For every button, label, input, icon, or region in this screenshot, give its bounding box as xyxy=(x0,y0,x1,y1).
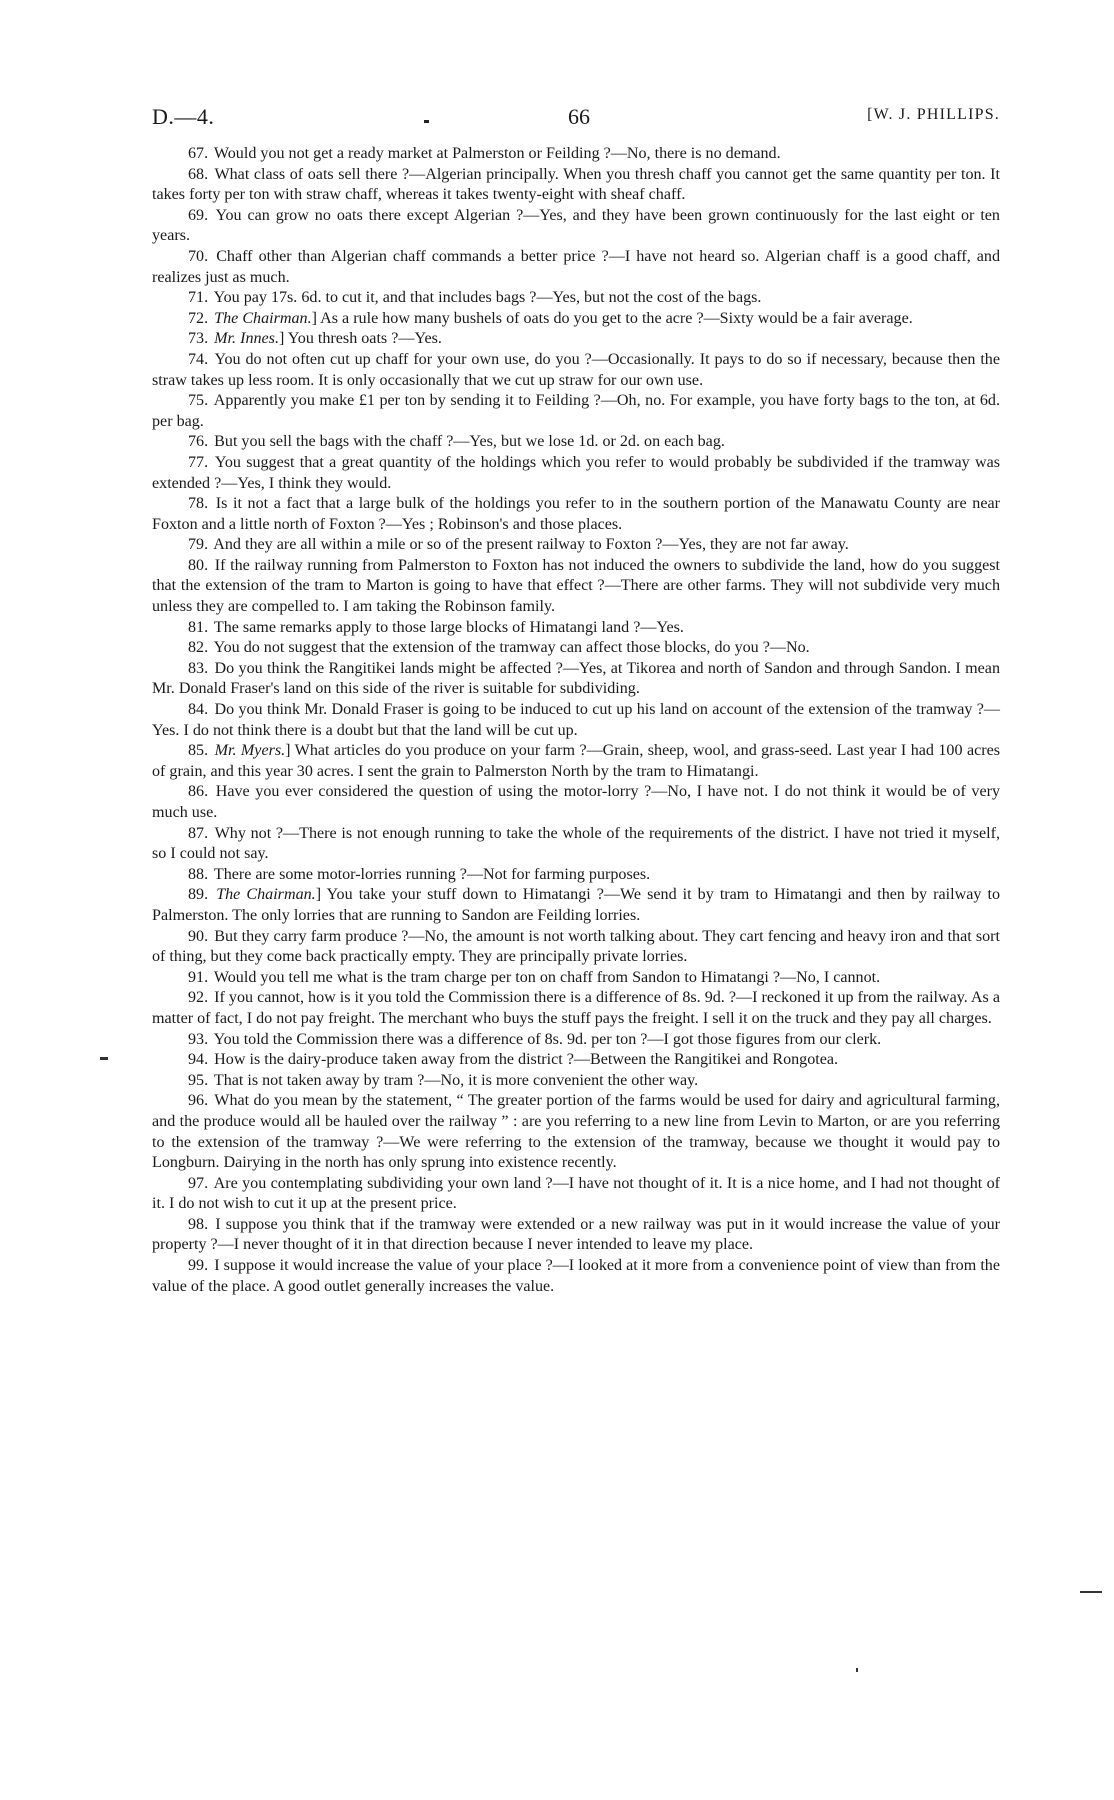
testimony-paragraph xyxy=(152,782,1000,823)
document-body xyxy=(152,144,1000,1297)
scan-mark xyxy=(1080,1591,1102,1593)
paragraph-text: But they carry farm produce ?—No, the amount is not worth talking about. They cart fencing and heavy iron and that sort of thing, but they come back practically empty. They are principally private lorries. xyxy=(152,927,1001,966)
paragraph-text: You take your stuff down to Himatangi ?—We send it by tram to Himatangi and then by railway to Palmerston. The only lorries that are running to Sandon are Feilding lorries. xyxy=(152,886,1000,924)
paragraph-text: If you cannot, how is it you told the Commission there is a difference of 8s. 9d. ?—I reckoned it up from the railway. As a matter of fact, I do not pay freight. The merchant who buys the stuff pays the freight. I sell it on the truck and they pay all charges. xyxy=(152,989,1000,1027)
question-number: 67. xyxy=(188,145,209,162)
testimony-paragraph xyxy=(152,494,1000,535)
question-number: 94. xyxy=(188,1051,209,1069)
paragraph-text: You told the Commission there was a difference of 8s. 9d. per ton ?—I got those figures from our clerk. xyxy=(213,1030,882,1048)
testimony-paragraph xyxy=(152,288,1000,309)
question-number: 85. xyxy=(188,742,209,760)
testimony-paragraph: 73. Mr. Innes.] You thresh oats ?—Yes. xyxy=(188,330,442,348)
question-number: 72. xyxy=(188,309,209,327)
paragraph-text: How is the dairy-produce taken away from the district ?—Between the Rangitikei and Rongotea. xyxy=(214,1051,839,1069)
testimony-paragraph xyxy=(152,144,1000,165)
page-number: 66 xyxy=(568,104,590,129)
paragraph-text: Why not ?—There is not enough running to take the whole of the requirements of the district. I have not tried it myself, so I could not say. xyxy=(152,824,1000,863)
testimony-paragraph xyxy=(152,1174,1000,1215)
paragraph-text: Do you think Mr. Donald Fraser is going to be induced to cut up his land on account of the extension of the tramway ?—Yes. I do not think there is a doubt but that the land will be cut up. xyxy=(152,701,1000,739)
question-number: 69. xyxy=(188,206,209,224)
testimony-paragraph xyxy=(152,206,1000,247)
print-mark xyxy=(424,120,429,123)
question-number: 99. xyxy=(188,1257,209,1275)
speaker-name: Mr. Myers. xyxy=(214,742,286,760)
testimony-paragraph xyxy=(152,659,1000,700)
paragraph-text: The same remarks apply to those large blocks of Himatangi land ?—Yes. xyxy=(213,618,684,636)
testimony-paragraph xyxy=(152,1215,1000,1256)
question-number: 75. xyxy=(188,392,209,410)
testimony-paragraph xyxy=(152,391,1000,432)
testimony-paragraph xyxy=(152,556,1000,618)
testimony-paragraph xyxy=(152,700,1000,741)
question-number: 84. xyxy=(188,701,209,719)
testimony-paragraph xyxy=(152,927,1000,968)
question-number: 89. xyxy=(188,886,209,904)
scan-mark xyxy=(856,1668,858,1672)
paragraph-text: There are some motor-lorries running ?—Not for farming purposes. xyxy=(213,865,651,883)
paragraph-text: If the railway running from Palmerston to Foxton has not induced the owners to subdivide the land, how do you suggest that the extension of the tram to Marton is going to have that effect ?—There are other farms. They will not subdivide very much unless they are compelled to. I am taking the Robinson family. xyxy=(152,556,1000,616)
paragraph-text: And they are all within a mile or so of the present railway to Foxton ?—Yes, they are not far away. xyxy=(213,536,849,554)
question-number: 88. xyxy=(188,865,209,883)
testimony-paragraph: 89. The Chairman.] You take your stuff down to Himatangi ?—We send it by tram to Himatangi and then by railway to Palmerston. The only lorries that are running to Sandon are Feilding lorries. xyxy=(152,886,1000,924)
paragraph-text: That is not taken away by tram ?—No, it is more convenient the other way. xyxy=(213,1071,699,1089)
testimony-paragraph xyxy=(152,824,1000,865)
speaker-name: The Chairman. xyxy=(214,309,312,327)
testimony-paragraph xyxy=(152,1091,1000,1173)
question-number: 86. xyxy=(188,783,209,801)
question-number: 73. xyxy=(188,330,209,348)
testimony-paragraph xyxy=(152,247,1000,288)
paragraph-text: What do you mean by the statement, “ The greater portion of the farms would be used for dairy and agricultural farming, and the produce would all be hauled over the railway ” : are you referring to a new line from Levin to Marton, or are you referring to the extension of the tramway ?—We were referring to the extension of the tramway, because we thought it would pay to Longburn. Dairying in the north has only sprung into existence recently. xyxy=(152,1092,1001,1172)
document-reference: D.—4. xyxy=(152,104,215,129)
question-number: 81. xyxy=(188,618,209,636)
question-number: 98. xyxy=(188,1215,209,1233)
testimony-paragraph: 85. Mr. Myers.] What articles do you produce on your farm ?—Grain, sheep, wool, and grass-seed. Last year I had 100 acres of grain, and this year 30 acres. I sent the grain to Palmerston North by the tram to Himatangi. xyxy=(152,742,1000,780)
paragraph-text: I suppose you think that if the tramway were extended or a new railway was put in it would increase the value of your property ?—I never thought of it in that direction because I never intended to leave my place. xyxy=(152,1215,1000,1254)
paragraph-text: What class of oats sell there ?—Algerian principally. When you thresh chaff you cannot get the same quantity per ton. It takes forty per ton with straw chaff, whereas it takes twenty-eight with sheaf chaff. xyxy=(152,165,1001,204)
testimony-paragraph: 72. The Chairman.] As a rule how many bushels of oats do you get to the acre ?—Sixty would be a fair average. xyxy=(188,309,913,327)
paragraph-text: You do not often cut up chaff for your own use, do you ?—Occasionally. It pays to do so if necessary, because then the straw takes up less room. It is only occasionally that we cut up straw for our own use. xyxy=(152,350,1001,389)
testimony-paragraph xyxy=(152,1071,1000,1092)
paragraph-text: You thresh oats ?—Yes. xyxy=(287,330,442,348)
paragraph-text: Are you contemplating subdividing your own land ?—I have not thought of it. It is a nice home, and I had not thought of it. I do not wish to cut it up at the present price. xyxy=(152,1174,1000,1213)
paragraph-text: As a rule how many bushels of oats do you get to the acre ?—Sixty would be a fair average. xyxy=(320,309,913,327)
paragraph-text: But you sell the bags with the chaff ?—Yes, but we lose 1d. or 2d. on each bag. xyxy=(214,433,725,451)
paragraph-text: You pay 17s. 6d. to cut it, and that includes bags ?—Yes, but not the cost of the bags. xyxy=(213,289,762,307)
paragraph-text: Is it not a fact that a large bulk of the holdings you refer to in the southern portion of the Manawatu County are near Foxton and a little north of Foxton ?—Yes ; Robinson's and those places. xyxy=(152,495,1000,533)
paragraph-text: I suppose it would increase the value of your place ?—I looked at it more from a convenience point of view than from the value of the place. A good outlet generally increases the value. xyxy=(152,1257,1000,1295)
speaker-name: Mr. Innes. xyxy=(214,330,279,348)
testimony-paragraph xyxy=(152,968,1000,989)
paragraph-text: You can grow no oats there except Algerian ?—Yes, and they have been grown continuously for the last eight or ten years. xyxy=(152,206,1000,245)
question-number: 74. xyxy=(188,350,209,368)
question-number: 83. xyxy=(188,659,209,677)
paragraph-text: Would you not get a ready market at Palmerston or Feilding ?—No, there is no demand. xyxy=(213,145,781,162)
question-number: 77. xyxy=(188,453,209,471)
paragraph-text: You suggest that a great quantity of the holdings which you refer to would probably be subdivided if the tramway was extended ?—Yes, I think they would. xyxy=(152,453,1000,492)
question-number: 76. xyxy=(188,433,209,451)
question-number: 82. xyxy=(188,639,209,657)
paragraph-text: You do not suggest that the extension of the tramway can affect those blocks, do you ?—No. xyxy=(213,639,810,657)
testimony-paragraph xyxy=(152,1256,1000,1297)
paragraph-text: Apparently you make £1 per ton by sending it to Feilding ?—Oh, no. For example, you have forty bags to the ton, at 6d. per bag. xyxy=(152,392,1001,430)
question-number: 68. xyxy=(188,165,209,183)
paragraph-text: Have you ever considered the question of using the motor-lorry ?—No, I have not. I do not think it would be of very much use. xyxy=(152,783,1000,821)
scan-mark xyxy=(100,1057,108,1060)
question-number: 91. xyxy=(188,968,209,986)
testimony-paragraph xyxy=(152,350,1000,391)
testimony-paragraph xyxy=(152,432,1000,453)
question-number: 79. xyxy=(188,536,209,554)
question-number: 78. xyxy=(188,495,209,513)
question-number: 70. xyxy=(188,247,209,265)
testimony-paragraph xyxy=(152,453,1000,494)
testimony-paragraph xyxy=(152,1050,1000,1071)
question-number: 87. xyxy=(188,824,209,842)
paragraph-text: Do you think the Rangitikei lands might be affected ?—Yes, at Tikorea and north of Sandon and through Sandon. I mean Mr. Donald Fraser's land on this side of the river is suitable for subdividing. xyxy=(152,659,1000,698)
testimony-paragraph xyxy=(152,638,1000,659)
document-page xyxy=(152,104,1000,1297)
question-number: 96. xyxy=(188,1092,209,1110)
question-number: 80. xyxy=(188,556,209,574)
page-header xyxy=(152,104,1000,144)
question-number: 97. xyxy=(188,1174,209,1192)
question-number: 93. xyxy=(188,1030,209,1048)
question-number: 92. xyxy=(188,989,209,1007)
testimony-paragraph xyxy=(152,865,1000,886)
testimony-paragraph xyxy=(152,535,1000,556)
question-number: 71. xyxy=(188,289,209,307)
paragraph-text: Would you tell me what is the tram charge per ton on chaff from Sandon to Himatangi ?—No, I cannot. xyxy=(213,968,881,986)
witness-name: [W. J. PHILLIPS. xyxy=(867,106,1000,123)
question-number: 90. xyxy=(188,927,209,945)
testimony-paragraph xyxy=(152,988,1000,1029)
testimony-paragraph xyxy=(152,618,1000,639)
paragraph-text: What articles do you produce on your farm ?—Grain, sheep, wool, and grass-seed. Last year I had 100 acres of grain, and this year 30 acres. I sent the grain to Palmerston North by the tram to Himatangi. xyxy=(152,742,1000,780)
testimony-paragraph xyxy=(152,165,1000,206)
speaker-name: The Chairman. xyxy=(216,886,316,904)
paragraph-text: Chaff other than Algerian chaff commands a better price ?—I have not heard so. Algerian chaff is a good chaff, and realizes just as much. xyxy=(152,247,1000,286)
testimony-paragraph xyxy=(152,1030,1000,1051)
question-number: 95. xyxy=(188,1071,209,1089)
